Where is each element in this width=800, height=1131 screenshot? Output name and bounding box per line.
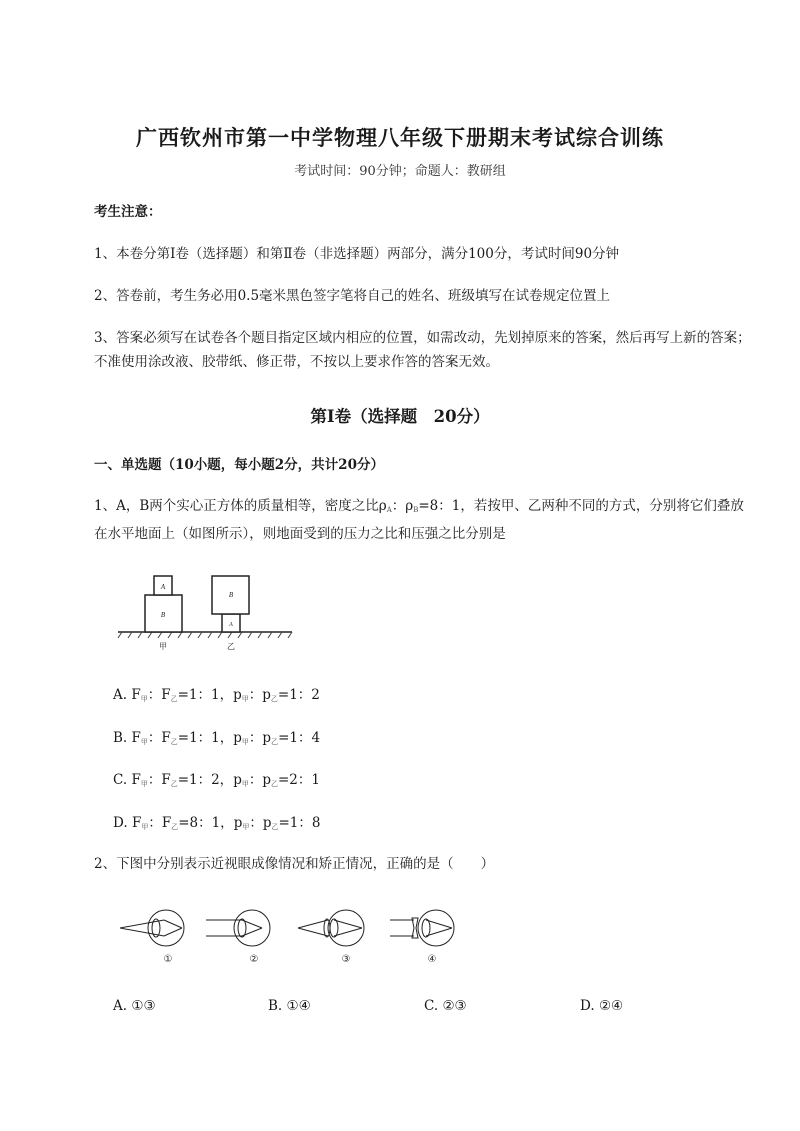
notice-item-3: 3、答案必须写在试卷各个题目指定区域内相应的位置，如需改动，先划掉原来的答案，然后再写上新的答案；不准使用涂改液、胶带纸、修正带，不按以上要求作答的答案无效。 (94, 330, 751, 370)
exam-subtitle: 考试时间：90分钟；命题人：教研组 (294, 164, 506, 179)
label-b-yi: B (228, 591, 234, 599)
part-heading: 一、单选题（10小题，每小题2分，共计20分） (94, 457, 384, 473)
label-b-jia: B (160, 611, 166, 619)
question-2-figure (116, 906, 466, 966)
question-1-option-d[interactable]: D. $F_甲$：$F_乙=8$：1，$p_甲$：$p_乙=1$：8 (113, 815, 321, 831)
question-1-text: 1、A，B两个实心正方体的质量相等，密度之比$\rho_A$：$\rho_B=8$：1，若按甲、乙两种不同的方式，分别将它们叠放在水平地面上（如图所示），则地面受到的压力之比和压强之比分别是 (94, 498, 744, 542)
exam-title: 广西钦州市第一中学物理八年级下册期末考试综合训练 (136, 125, 664, 150)
question-2-option-a[interactable]: A. ①③ (113, 998, 156, 1014)
question-1-option-c[interactable]: C. $F_甲$：$F_乙=1$：2，$p_甲$：$p_乙=2$：1 (113, 772, 320, 788)
question-2-text: 2、下图中分别表示近视眼成像情况和矫正情况，正确的是（ ） (94, 856, 495, 872)
section-title: 第I卷（选择题 20分） (310, 407, 490, 426)
label-jia: 甲 (159, 642, 167, 651)
figure-label-1: ① (163, 954, 173, 965)
question-1-figure (116, 572, 296, 652)
label-a-yi: A (229, 622, 233, 628)
figure-label-4: ④ (427, 954, 437, 965)
notice-heading: 考生注意： (94, 204, 162, 220)
question-2-option-d[interactable]: D. ②④ (580, 998, 624, 1014)
figure-label-2: ② (249, 954, 259, 965)
notice-item-2: 2、答卷前，考生务必用0.5毫米黑色签字笔将自己的姓名、班级填写在试卷规定位置上 (94, 288, 611, 304)
figure-label-3: ③ (341, 954, 351, 965)
question-2-option-c[interactable]: C. ②③ (424, 998, 467, 1014)
label-yi: 乙 (227, 642, 235, 651)
notice-item-1: 1、本卷分第I卷（选择题）和第Ⅱ卷（非选择题）两部分，满分100分，考试时间90分钟 (94, 246, 620, 262)
question-2-option-b[interactable]: B. ①④ (268, 998, 311, 1014)
question-1-option-a[interactable]: A. $F_甲$：$F_乙=1$：1，$p_甲$：$p_乙=1$：2 (113, 687, 320, 703)
question-1-option-b[interactable]: B. $F_甲$：$F_乙=1$：1，$p_甲$：$p_乙=1$：4 (113, 730, 321, 746)
label-a-jia: A (160, 583, 166, 591)
